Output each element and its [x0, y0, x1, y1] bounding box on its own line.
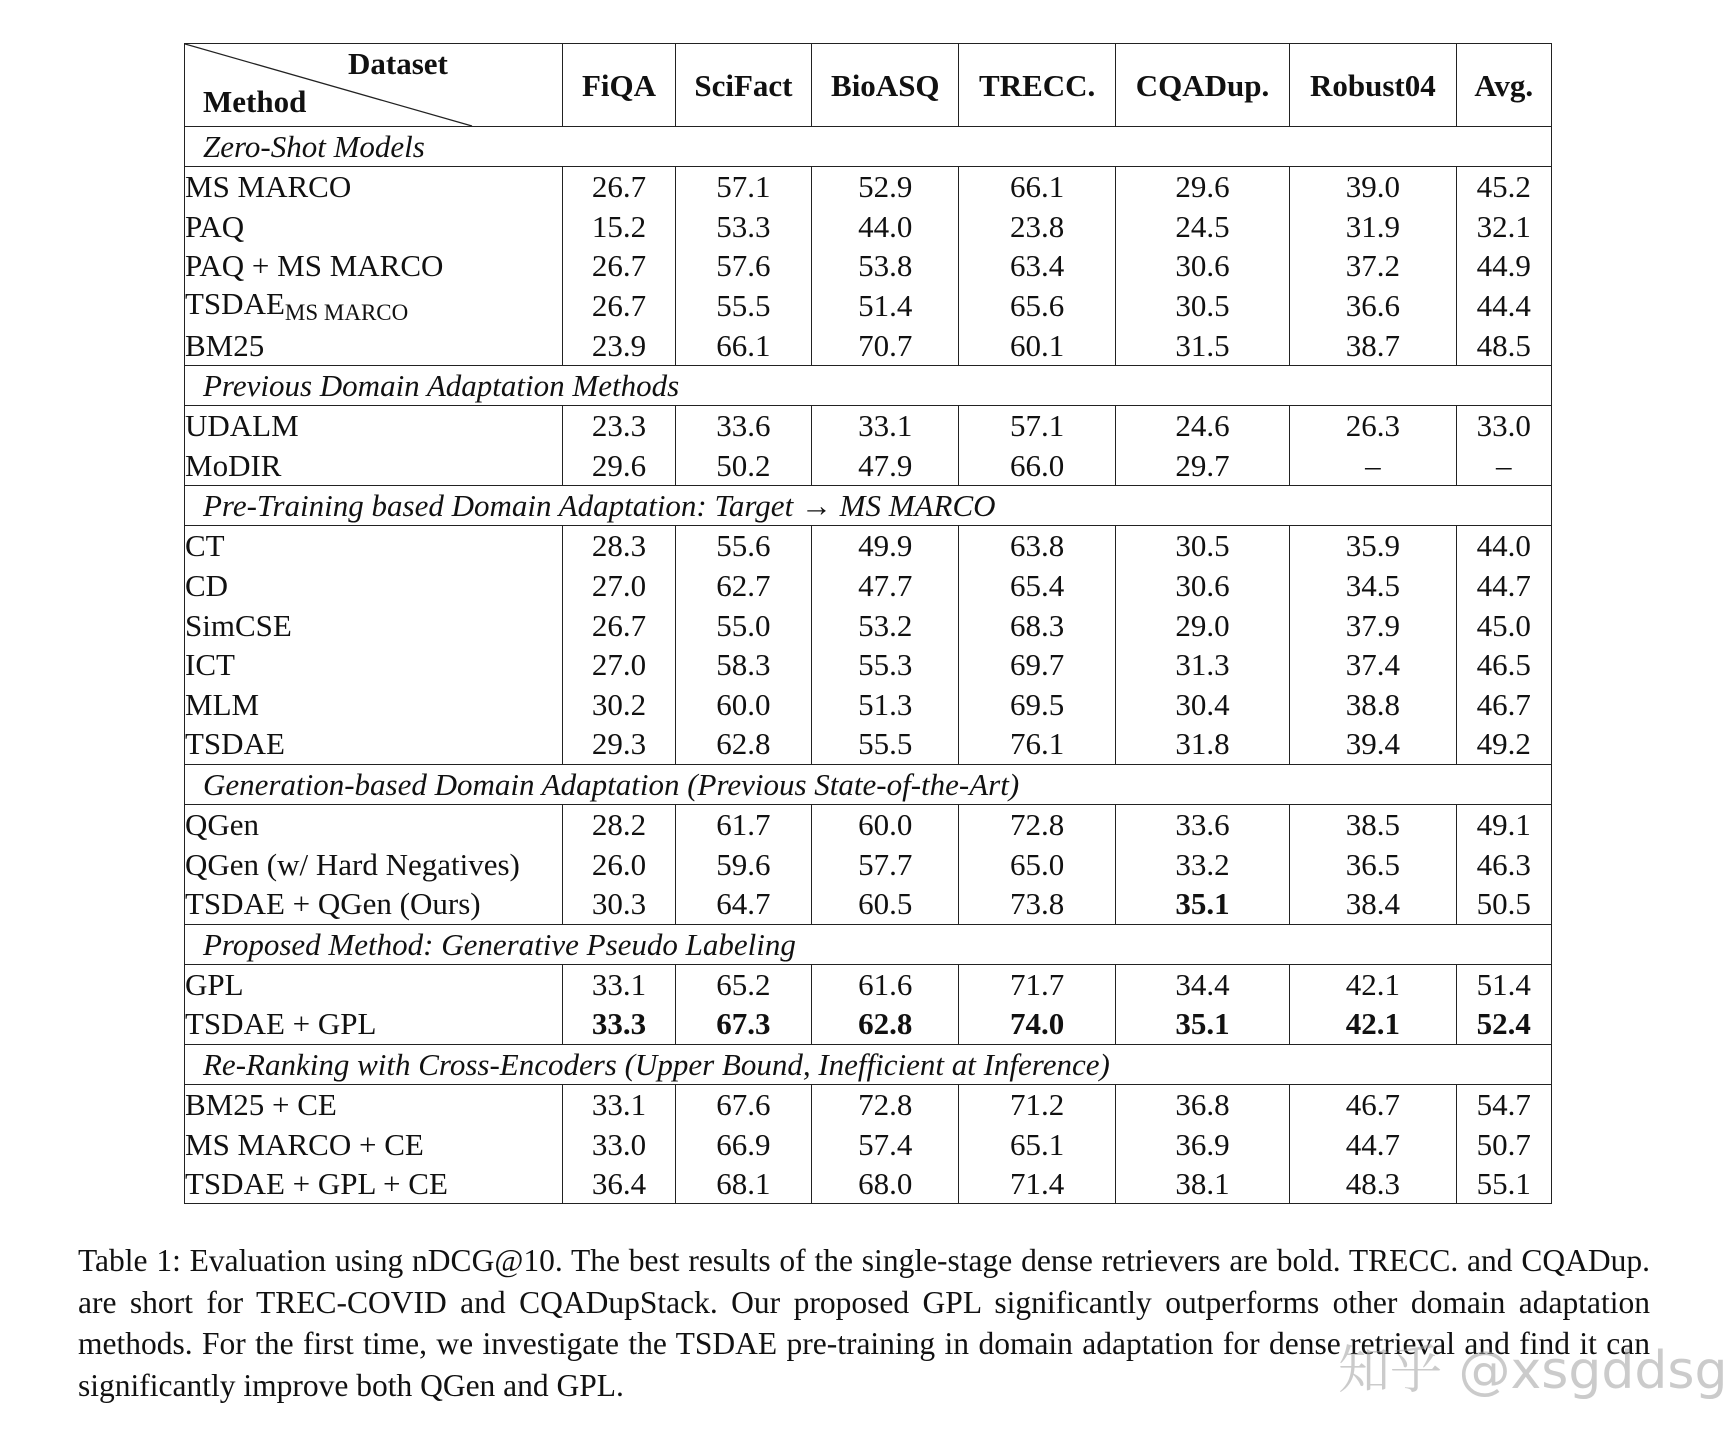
section-header-row	[185, 1044, 1552, 1084]
value-cell: 73.8	[959, 884, 1115, 924]
value-cell: 44.7	[1456, 566, 1551, 606]
value-cell: 23.8	[959, 207, 1115, 247]
table-row	[185, 1084, 1552, 1124]
value-cell: 68.3	[959, 605, 1115, 645]
method-cell	[185, 446, 563, 486]
column-header: SciFact	[675, 44, 811, 127]
value-cell: 46.7	[1456, 685, 1551, 725]
value-cell: 36.9	[1115, 1124, 1289, 1164]
value-cell: 26.7	[563, 246, 675, 286]
method-name: TSDAE + QGen (Ours)	[185, 886, 481, 922]
value-cell: 33.0	[563, 1124, 675, 1164]
table-row	[185, 645, 1552, 685]
method-cell	[185, 964, 563, 1004]
table-row	[185, 207, 1552, 247]
value-cell: 33.0	[1456, 405, 1551, 445]
method-cell	[185, 804, 563, 844]
value-cell: 68.1	[675, 1164, 811, 1204]
method-cell	[185, 884, 563, 924]
value-cell: 72.8	[812, 1084, 959, 1124]
value-cell: 38.8	[1290, 685, 1456, 725]
value-cell: 47.9	[812, 446, 959, 486]
value-cell: 51.4	[1456, 964, 1551, 1004]
value-cell: 53.8	[812, 246, 959, 286]
value-cell: 66.1	[959, 167, 1115, 207]
value-cell: 38.1	[1115, 1164, 1289, 1204]
value-cell: 31.5	[1115, 325, 1289, 365]
value-cell: 71.4	[959, 1164, 1115, 1204]
value-cell: 37.9	[1290, 605, 1456, 645]
column-header: Robust04	[1290, 44, 1456, 127]
value-cell: 58.3	[675, 645, 811, 685]
value-cell: 28.3	[563, 526, 675, 566]
method-name: PAQ	[185, 208, 245, 244]
value-cell: 44.0	[1456, 526, 1551, 566]
value-cell: 33.1	[563, 964, 675, 1004]
value-cell: 53.3	[675, 207, 811, 247]
value-cell: 60.0	[812, 804, 959, 844]
value-cell: 33.1	[563, 1084, 675, 1124]
section-title: Previous Domain Adaptation Methods	[185, 365, 1552, 405]
value-cell: 36.8	[1115, 1084, 1289, 1124]
method-name: BM25 + CE	[185, 1086, 337, 1122]
watermark: 知乎 @xsgddsg	[1338, 1341, 1728, 1401]
value-cell: 44.7	[1290, 1124, 1456, 1164]
table-row	[185, 685, 1552, 725]
value-cell: 55.5	[675, 286, 811, 326]
value-cell: 67.6	[675, 1084, 811, 1124]
value-cell: 67.3	[675, 1004, 811, 1044]
value-cell: 55.3	[812, 645, 959, 685]
value-cell: 60.5	[812, 884, 959, 924]
method-cell	[185, 325, 563, 365]
value-cell: 63.8	[959, 526, 1115, 566]
value-cell: 35.1	[1115, 1004, 1289, 1044]
value-cell: 64.7	[675, 884, 811, 924]
value-cell: 28.2	[563, 804, 675, 844]
value-cell: –	[1290, 446, 1456, 486]
method-cell	[185, 685, 563, 725]
value-cell: 68.0	[812, 1164, 959, 1204]
method-cell	[185, 286, 563, 326]
value-cell: 33.2	[1115, 844, 1289, 884]
value-cell: 30.5	[1115, 526, 1289, 566]
table-row	[185, 526, 1552, 566]
value-cell: 36.6	[1290, 286, 1456, 326]
column-header: TRECC.	[959, 44, 1115, 127]
value-cell: 26.7	[563, 167, 675, 207]
value-cell: 62.7	[675, 566, 811, 606]
table-body	[185, 127, 1552, 1204]
value-cell: 24.6	[1115, 405, 1289, 445]
table-row	[185, 405, 1552, 445]
table-row	[185, 964, 1552, 1004]
value-cell: 65.4	[959, 566, 1115, 606]
value-cell: 30.3	[563, 884, 675, 924]
value-cell: 34.4	[1115, 964, 1289, 1004]
value-cell: 15.2	[563, 207, 675, 247]
table-row	[185, 804, 1552, 844]
method-name: CD	[185, 568, 229, 604]
value-cell: 47.7	[812, 566, 959, 606]
table-row	[185, 1004, 1552, 1044]
section-header-row	[185, 365, 1552, 405]
value-cell: 69.5	[959, 685, 1115, 725]
value-cell: 29.6	[563, 446, 675, 486]
value-cell: 45.2	[1456, 167, 1551, 207]
value-cell: 42.1	[1290, 964, 1456, 1004]
method-cell	[185, 1164, 563, 1204]
value-cell: 46.7	[1290, 1084, 1456, 1124]
column-header: Avg.	[1456, 44, 1551, 127]
value-cell: 32.1	[1456, 207, 1551, 247]
value-cell: 44.9	[1456, 246, 1551, 286]
table-row	[185, 167, 1552, 207]
value-cell: 38.4	[1290, 884, 1456, 924]
value-cell: 26.7	[563, 605, 675, 645]
value-cell: 29.6	[1115, 167, 1289, 207]
value-cell: 36.5	[1290, 844, 1456, 884]
method-name: TSDAE	[185, 285, 285, 321]
table-caption: Table 1: Evaluation using nDCG@10. The best results of the single-stage dense retrievers are bold. TRECC. and CQADup. are short for TREC-COVID and CQADupStack. Our proposed GPL significantly outperforms other domain adaptation methods. For the first time, we investigate the TSDAE pre-training in domain adaptation for dense retrieval and find it can significantly improve both QGen and GPL.	[78, 1243, 1650, 1403]
value-cell: 24.5	[1115, 207, 1289, 247]
value-cell: 29.3	[563, 724, 675, 764]
value-cell: 30.2	[563, 685, 675, 725]
value-cell: 65.6	[959, 286, 1115, 326]
value-cell: 62.8	[675, 724, 811, 764]
value-cell: 27.0	[563, 566, 675, 606]
value-cell: 49.2	[1456, 724, 1551, 764]
value-cell: 37.4	[1290, 645, 1456, 685]
method-name: MoDIR	[185, 447, 282, 483]
value-cell: 33.1	[812, 405, 959, 445]
method-name: TSDAE	[185, 726, 285, 762]
value-cell: 46.5	[1456, 645, 1551, 685]
method-cell	[185, 1084, 563, 1124]
method-cell	[185, 1004, 563, 1044]
value-cell: 31.8	[1115, 724, 1289, 764]
value-cell: 42.1	[1290, 1004, 1456, 1044]
value-cell: 31.3	[1115, 645, 1289, 685]
value-cell: 66.1	[675, 325, 811, 365]
method-cell	[185, 405, 563, 445]
method-name: MLM	[185, 686, 260, 722]
value-cell: 50.7	[1456, 1124, 1551, 1164]
section-title: Re-Ranking with Cross-Encoders (Upper Bound, Inefficient at Inference)	[185, 1044, 1552, 1084]
value-cell: 23.3	[563, 405, 675, 445]
value-cell: 51.3	[812, 685, 959, 725]
value-cell: 66.0	[959, 446, 1115, 486]
value-cell: 44.0	[812, 207, 959, 247]
value-cell: 66.9	[675, 1124, 811, 1164]
table-row	[185, 1164, 1552, 1204]
value-cell: 70.7	[812, 325, 959, 365]
value-cell: 71.2	[959, 1084, 1115, 1124]
value-cell: 36.4	[563, 1164, 675, 1204]
value-cell: 61.6	[812, 964, 959, 1004]
table-row	[185, 246, 1552, 286]
column-header: FiQA	[563, 44, 675, 127]
value-cell: 51.4	[812, 286, 959, 326]
value-cell: 50.5	[1456, 884, 1551, 924]
value-cell: 57.1	[959, 405, 1115, 445]
value-cell: 65.2	[675, 964, 811, 1004]
value-cell: 63.4	[959, 246, 1115, 286]
section-header-row	[185, 764, 1552, 804]
dataset-header: Dataset	[348, 46, 448, 81]
value-cell: 39.0	[1290, 167, 1456, 207]
method-cell	[185, 844, 563, 884]
value-cell: –	[1456, 446, 1551, 486]
value-cell: 35.1	[1115, 884, 1289, 924]
results-table	[184, 43, 1552, 1204]
value-cell: 57.6	[675, 246, 811, 286]
value-cell: 44.4	[1456, 286, 1551, 326]
column-header: BioASQ	[812, 44, 959, 127]
value-cell: 53.2	[812, 605, 959, 645]
value-cell: 69.7	[959, 645, 1115, 685]
value-cell: 33.6	[675, 405, 811, 445]
method-name: PAQ + MS MARCO	[185, 248, 444, 284]
method-name: ICT	[185, 647, 235, 683]
value-cell: 49.9	[812, 526, 959, 566]
value-cell: 49.1	[1456, 804, 1551, 844]
method-name: QGen (w/ Hard Negatives)	[185, 846, 520, 882]
table-row	[185, 286, 1552, 326]
method-name: BM25	[185, 327, 265, 363]
value-cell: 45.0	[1456, 605, 1551, 645]
table-row	[185, 884, 1552, 924]
table-row	[185, 1124, 1552, 1164]
table-row	[185, 566, 1552, 606]
method-name: CT	[185, 528, 225, 564]
method-cell	[185, 526, 563, 566]
value-cell: 30.6	[1115, 566, 1289, 606]
table-row	[185, 844, 1552, 884]
section-header-row	[185, 924, 1552, 964]
value-cell: 65.0	[959, 844, 1115, 884]
value-cell: 27.0	[563, 645, 675, 685]
method-cell	[185, 207, 563, 247]
value-cell: 71.7	[959, 964, 1115, 1004]
value-cell: 50.2	[675, 446, 811, 486]
table-row	[185, 724, 1552, 764]
table-row	[185, 325, 1552, 365]
value-cell: 57.1	[675, 167, 811, 207]
value-cell: 31.9	[1290, 207, 1456, 247]
method-cell	[185, 167, 563, 207]
method-cell	[185, 1124, 563, 1164]
value-cell: 33.6	[1115, 804, 1289, 844]
value-cell: 57.7	[812, 844, 959, 884]
value-cell: 33.3	[563, 1004, 675, 1044]
value-cell: 61.7	[675, 804, 811, 844]
value-cell: 55.5	[812, 724, 959, 764]
value-cell: 46.3	[1456, 844, 1551, 884]
value-cell: 35.9	[1290, 526, 1456, 566]
method-cell	[185, 246, 563, 286]
method-name: TSDAE + GPL	[185, 1006, 377, 1042]
table-row	[185, 446, 1552, 486]
value-cell: 76.1	[959, 724, 1115, 764]
value-cell: 30.6	[1115, 246, 1289, 286]
value-cell: 55.1	[1456, 1164, 1551, 1204]
value-cell: 48.5	[1456, 325, 1551, 365]
value-cell: 65.1	[959, 1124, 1115, 1164]
value-cell: 52.9	[812, 167, 959, 207]
value-cell: 60.0	[675, 685, 811, 725]
value-cell: 38.7	[1290, 325, 1456, 365]
method-header: Method	[203, 84, 307, 119]
method-name: GPL	[185, 966, 244, 1002]
value-cell: 26.0	[563, 844, 675, 884]
section-title: Proposed Method: Generative Pseudo Labeling	[185, 924, 1552, 964]
method-name: QGen	[185, 807, 260, 843]
header-row	[185, 44, 1552, 127]
method-name: TSDAE + GPL + CE	[185, 1166, 448, 1202]
value-cell: 60.1	[959, 325, 1115, 365]
value-cell: 34.5	[1290, 566, 1456, 606]
section-title: Generation-based Domain Adaptation (Previous State-of-the-Art)	[185, 764, 1552, 804]
method-subscript: MS MARCO	[284, 299, 409, 325]
value-cell: 37.2	[1290, 246, 1456, 286]
value-cell: 52.4	[1456, 1004, 1551, 1044]
method-cell	[185, 605, 563, 645]
value-cell: 39.4	[1290, 724, 1456, 764]
value-cell: 29.0	[1115, 605, 1289, 645]
value-cell: 59.6	[675, 844, 811, 884]
method-cell	[185, 566, 563, 606]
column-header: CQADup.	[1115, 44, 1289, 127]
method-name: MS MARCO + CE	[185, 1126, 424, 1162]
value-cell: 38.5	[1290, 804, 1456, 844]
value-cell: 62.8	[812, 1004, 959, 1044]
value-cell: 29.7	[1115, 446, 1289, 486]
value-cell: 55.0	[675, 605, 811, 645]
value-cell: 26.7	[563, 286, 675, 326]
method-cell	[185, 645, 563, 685]
method-name: UDALM	[185, 408, 299, 444]
method-name: MS MARCO	[185, 169, 352, 205]
section-header-row	[185, 127, 1552, 167]
section-header-row	[185, 486, 1552, 526]
value-cell: 23.9	[563, 325, 675, 365]
value-cell: 30.5	[1115, 286, 1289, 326]
section-title: Zero-Shot Models	[185, 127, 1552, 167]
method-name: SimCSE	[185, 607, 292, 643]
method-cell	[185, 724, 563, 764]
value-cell: 55.6	[675, 526, 811, 566]
value-cell: 48.3	[1290, 1164, 1456, 1204]
value-cell: 72.8	[959, 804, 1115, 844]
value-cell: 57.4	[812, 1124, 959, 1164]
value-cell: 26.3	[1290, 405, 1456, 445]
value-cell: 54.7	[1456, 1084, 1551, 1124]
section-title: Pre-Training based Domain Adaptation: Target → MS MARCO	[185, 486, 1552, 526]
table-row	[185, 605, 1552, 645]
corner-header-cell	[185, 44, 563, 127]
value-cell: 74.0	[959, 1004, 1115, 1044]
value-cell: 30.4	[1115, 685, 1289, 725]
